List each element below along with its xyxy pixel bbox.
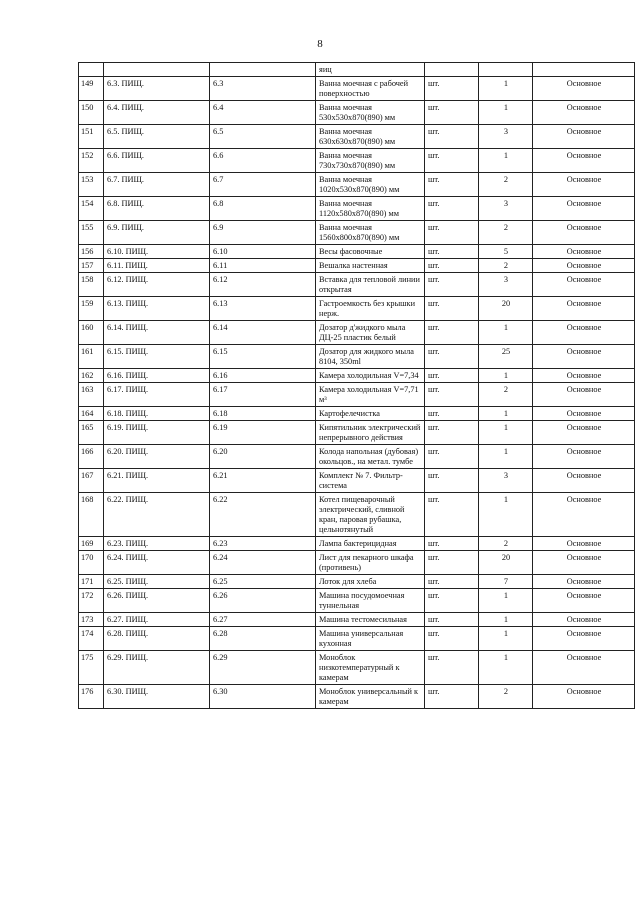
- cell-type: Основное: [533, 469, 635, 493]
- cell-number: 171: [79, 575, 104, 589]
- cell-type: Основное: [533, 259, 635, 273]
- cell-num: 6.17: [210, 383, 316, 407]
- cell-num: 6.8: [210, 197, 316, 221]
- cell-code: 6.10. ПИЩ.: [104, 245, 210, 259]
- cell-name: Дозатор д'жидкого мыла ДЦ-25 пластик белый: [316, 321, 425, 345]
- cell-qty: 1: [479, 101, 533, 125]
- cell-num: 6.22: [210, 493, 316, 537]
- table-row: [79, 537, 635, 551]
- cell-qty: 2: [479, 537, 533, 551]
- cell-code: 6.7. ПИЩ.: [104, 173, 210, 197]
- cell-number: 165: [79, 421, 104, 445]
- cell-unit: шт.: [425, 125, 479, 149]
- cell-num: 6.30: [210, 685, 316, 709]
- cell-number: 163: [79, 383, 104, 407]
- cell-unit: шт.: [425, 627, 479, 651]
- cell-qty: 1: [479, 651, 533, 685]
- cell-code: 6.9. ПИЩ.: [104, 221, 210, 245]
- table-row: [79, 321, 635, 345]
- cell-code: 6.18. ПИЩ.: [104, 407, 210, 421]
- cell-name: Моноблок универсальный к камерам: [316, 685, 425, 709]
- cell-name: Весы фасовочные: [316, 245, 425, 259]
- table-row-continuation: [79, 63, 635, 77]
- cell-number: 164: [79, 407, 104, 421]
- cell-code: 6.29. ПИЩ.: [104, 651, 210, 685]
- cell-name: Лоток для хлеба: [316, 575, 425, 589]
- cell-code: 6.30. ПИЩ.: [104, 685, 210, 709]
- cell-number: 170: [79, 551, 104, 575]
- cell-code: 6.8. ПИЩ.: [104, 197, 210, 221]
- table-row: [79, 493, 635, 537]
- cell-num: 6.10: [210, 245, 316, 259]
- cell-unit: шт.: [425, 407, 479, 421]
- cell-num: 6.9: [210, 221, 316, 245]
- cell-qty: 1: [479, 589, 533, 613]
- table-row: [79, 197, 635, 221]
- cell-number: 167: [79, 469, 104, 493]
- cell-qty: 1: [479, 407, 533, 421]
- cell-name: Комплект № 7. Фильтр-система: [316, 469, 425, 493]
- cell-type: Основное: [533, 101, 635, 125]
- cell-code: 6.16. ПИЩ.: [104, 369, 210, 383]
- cell-num: 6.20: [210, 445, 316, 469]
- cell-type: Основное: [533, 125, 635, 149]
- cell-type: Основное: [533, 321, 635, 345]
- table-row: [79, 259, 635, 273]
- cell-qty: 1: [479, 77, 533, 101]
- cell-number: 155: [79, 221, 104, 245]
- cell-qty: [479, 63, 533, 77]
- cell-qty: 2: [479, 173, 533, 197]
- cell-unit: шт.: [425, 589, 479, 613]
- cell-unit: шт.: [425, 493, 479, 537]
- cell-unit: шт.: [425, 445, 479, 469]
- cell-num: 6.16: [210, 369, 316, 383]
- cell-type: Основное: [533, 407, 635, 421]
- cell-type: Основное: [533, 575, 635, 589]
- cell-qty: 1: [479, 369, 533, 383]
- cell-name: Ванна моечная 730x730x870(890) мм: [316, 149, 425, 173]
- cell-unit: шт.: [425, 101, 479, 125]
- cell-code: 6.6. ПИЩ.: [104, 149, 210, 173]
- cell-name: Лист для пекарного шкафа (противень): [316, 551, 425, 575]
- cell-unit: шт.: [425, 273, 479, 297]
- table-row: [79, 221, 635, 245]
- cell-qty: 2: [479, 221, 533, 245]
- cell-number: 160: [79, 321, 104, 345]
- table-row: [79, 101, 635, 125]
- cell-code: 6.13. ПИЩ.: [104, 297, 210, 321]
- cell-name: Ванна моечная с рабочей поверхностью: [316, 77, 425, 101]
- cell-qty: 3: [479, 125, 533, 149]
- cell-name: Машина посудомоечная туннельная: [316, 589, 425, 613]
- cell-num: 6.12: [210, 273, 316, 297]
- cell-name: Лампа бактерицидная: [316, 537, 425, 551]
- cell-qty: 25: [479, 345, 533, 369]
- cell-number: 161: [79, 345, 104, 369]
- cell-unit: шт.: [425, 685, 479, 709]
- cell-code: 6.28. ПИЩ.: [104, 627, 210, 651]
- cell-name: Котел пищеварочный электрический, сливной кран, паровая рубашка, цельнотянутый: [316, 493, 425, 537]
- cell-num: 6.24: [210, 551, 316, 575]
- cell-number: 166: [79, 445, 104, 469]
- cell-type: Основное: [533, 173, 635, 197]
- cell-num: 6.29: [210, 651, 316, 685]
- cell-unit: шт.: [425, 421, 479, 445]
- cell-num: 6.11: [210, 259, 316, 273]
- cell-num: [210, 63, 316, 77]
- cell-qty: 1: [479, 627, 533, 651]
- cell-num: 6.21: [210, 469, 316, 493]
- cell-name: Колода напольная (дубовая) окольцов., на метал. тумбе: [316, 445, 425, 469]
- cell-code: 6.3. ПИЩ.: [104, 77, 210, 101]
- cell-code: 6.17. ПИЩ.: [104, 383, 210, 407]
- cell-unit: шт.: [425, 259, 479, 273]
- cell-unit: [425, 63, 479, 77]
- cell-type: Основное: [533, 551, 635, 575]
- equipment-table: [78, 62, 635, 709]
- cell-unit: шт.: [425, 383, 479, 407]
- cell-qty: 1: [479, 493, 533, 537]
- cell-type: Основное: [533, 197, 635, 221]
- cell-code: [104, 63, 210, 77]
- cell-qty: 1: [479, 613, 533, 627]
- table-row: [79, 627, 635, 651]
- cell-number: 153: [79, 173, 104, 197]
- cell-type: Основное: [533, 345, 635, 369]
- table-row: [79, 421, 635, 445]
- cell-number: 174: [79, 627, 104, 651]
- cell-type: Основное: [533, 297, 635, 321]
- cell-unit: шт.: [425, 149, 479, 173]
- cell-type: Основное: [533, 273, 635, 297]
- cell-name: Вставка для тепловой линии открытая: [316, 273, 425, 297]
- cell-num: 6.15: [210, 345, 316, 369]
- cell-code: 6.26. ПИЩ.: [104, 589, 210, 613]
- cell-unit: шт.: [425, 173, 479, 197]
- cell-qty: 5: [479, 245, 533, 259]
- cell-name: Ванна моечная 1020x530x870(890) мм: [316, 173, 425, 197]
- table-row: [79, 685, 635, 709]
- cell-type: Основное: [533, 369, 635, 383]
- cell-qty: 2: [479, 685, 533, 709]
- cell-num: 6.27: [210, 613, 316, 627]
- cell-num: 6.19: [210, 421, 316, 445]
- cell-number: 169: [79, 537, 104, 551]
- cell-unit: шт.: [425, 551, 479, 575]
- cell-type: [533, 63, 635, 77]
- cell-qty: 3: [479, 273, 533, 297]
- cell-name: Ванна моечная 1560x800x870(890) мм: [316, 221, 425, 245]
- cell-unit: шт.: [425, 613, 479, 627]
- cell-unit: шт.: [425, 575, 479, 589]
- cell-num: 6.5: [210, 125, 316, 149]
- cell-num: 6.25: [210, 575, 316, 589]
- cell-unit: шт.: [425, 651, 479, 685]
- table-row: [79, 297, 635, 321]
- table-row: [79, 125, 635, 149]
- cell-unit: шт.: [425, 345, 479, 369]
- cell-code: 6.24. ПИЩ.: [104, 551, 210, 575]
- cell-number: 175: [79, 651, 104, 685]
- cell-type: Основное: [533, 651, 635, 685]
- table-row: [79, 613, 635, 627]
- cell-name: Камера холодильная V=7,71 м³: [316, 383, 425, 407]
- cell-unit: шт.: [425, 197, 479, 221]
- cell-qty: 1: [479, 445, 533, 469]
- table-row: [79, 445, 635, 469]
- cell-unit: шт.: [425, 77, 479, 101]
- cell-num: 6.14: [210, 321, 316, 345]
- cell-number: 154: [79, 197, 104, 221]
- table-row: [79, 245, 635, 259]
- cell-number: 172: [79, 589, 104, 613]
- cell-name: Картофелечистка: [316, 407, 425, 421]
- cell-code: 6.4. ПИЩ.: [104, 101, 210, 125]
- cell-num: 6.23: [210, 537, 316, 551]
- cell-name: Ванна моечная 1120x580x870(890) мм: [316, 197, 425, 221]
- page-number: 8: [317, 38, 323, 50]
- cell-unit: шт.: [425, 469, 479, 493]
- cell-unit: шт.: [425, 537, 479, 551]
- cell-number: 158: [79, 273, 104, 297]
- cell-name: Камера холодильная V=7,34: [316, 369, 425, 383]
- table-row: [79, 407, 635, 421]
- cell-unit: шт.: [425, 245, 479, 259]
- cell-name: Машина универсальная кухонная: [316, 627, 425, 651]
- cell-num: 6.13: [210, 297, 316, 321]
- table-row: [79, 383, 635, 407]
- cell-name: Кипятильник электрический непрерывного действия: [316, 421, 425, 445]
- cell-num: 6.6: [210, 149, 316, 173]
- cell-num: 6.18: [210, 407, 316, 421]
- cell-type: Основное: [533, 589, 635, 613]
- cell-code: 6.11. ПИЩ.: [104, 259, 210, 273]
- cell-number: 168: [79, 493, 104, 537]
- cell-number: 173: [79, 613, 104, 627]
- table-row: [79, 77, 635, 101]
- cell-qty: 3: [479, 197, 533, 221]
- cell-unit: шт.: [425, 297, 479, 321]
- cell-n: [79, 63, 104, 77]
- cell-code: 6.27. ПИЩ.: [104, 613, 210, 627]
- cell-qty: 1: [479, 321, 533, 345]
- cell-number: 156: [79, 245, 104, 259]
- cell-num: 6.28: [210, 627, 316, 651]
- cell-num: 6.4: [210, 101, 316, 125]
- cell-qty: 7: [479, 575, 533, 589]
- cell-code: 6.25. ПИЩ.: [104, 575, 210, 589]
- cell-type: Основное: [533, 445, 635, 469]
- cell-code: 6.12. ПИЩ.: [104, 273, 210, 297]
- cell-num: 6.26: [210, 589, 316, 613]
- cell-name: Моноблок низкотемпературный к камерам: [316, 651, 425, 685]
- cell-number: 150: [79, 101, 104, 125]
- cell-number: 151: [79, 125, 104, 149]
- cell-qty: 3: [479, 469, 533, 493]
- table-row: [79, 173, 635, 197]
- cell-number: 157: [79, 259, 104, 273]
- table-row: [79, 149, 635, 173]
- cell-num: 6.7: [210, 173, 316, 197]
- table-row: [79, 273, 635, 297]
- cell-code: 6.20. ПИЩ.: [104, 445, 210, 469]
- table-row: [79, 575, 635, 589]
- cell-type: Основное: [533, 221, 635, 245]
- cell-type: Основное: [533, 421, 635, 445]
- cell-name: яиц: [316, 63, 425, 77]
- cell-qty: 2: [479, 383, 533, 407]
- cell-unit: шт.: [425, 369, 479, 383]
- cell-code: 6.5. ПИЩ.: [104, 125, 210, 149]
- cell-type: Основное: [533, 627, 635, 651]
- cell-name: Ванна моечная 630x630x870(890) мм: [316, 125, 425, 149]
- cell-type: Основное: [533, 613, 635, 627]
- cell-name: Вешалка настенная: [316, 259, 425, 273]
- cell-number: 149: [79, 77, 104, 101]
- cell-code: 6.23. ПИЩ.: [104, 537, 210, 551]
- cell-name: Дозатор для жидкого мыла 8104, 350ml: [316, 345, 425, 369]
- table-row: [79, 589, 635, 613]
- cell-type: Основное: [533, 77, 635, 101]
- cell-code: 6.15. ПИЩ.: [104, 345, 210, 369]
- cell-type: Основное: [533, 537, 635, 551]
- cell-code: 6.14. ПИЩ.: [104, 321, 210, 345]
- cell-qty: 20: [479, 297, 533, 321]
- cell-type: Основное: [533, 149, 635, 173]
- cell-number: 176: [79, 685, 104, 709]
- cell-num: 6.3: [210, 77, 316, 101]
- cell-qty: 1: [479, 149, 533, 173]
- cell-number: 162: [79, 369, 104, 383]
- cell-number: 152: [79, 149, 104, 173]
- cell-code: 6.19. ПИЩ.: [104, 421, 210, 445]
- table-row: [79, 651, 635, 685]
- cell-qty: 20: [479, 551, 533, 575]
- cell-qty: 2: [479, 259, 533, 273]
- cell-type: Основное: [533, 245, 635, 259]
- cell-name: Машина тестомесильная: [316, 613, 425, 627]
- cell-type: Основное: [533, 685, 635, 709]
- table-row: [79, 345, 635, 369]
- cell-unit: шт.: [425, 221, 479, 245]
- cell-name: Гастроемкость без крышки нерж.: [316, 297, 425, 321]
- cell-type: Основное: [533, 493, 635, 537]
- cell-unit: шт.: [425, 321, 479, 345]
- cell-type: Основное: [533, 383, 635, 407]
- cell-code: 6.21. ПИЩ.: [104, 469, 210, 493]
- table-row: [79, 369, 635, 383]
- cell-code: 6.22. ПИЩ.: [104, 493, 210, 537]
- table-row: [79, 551, 635, 575]
- cell-name: Ванна моечная 530x530x870(890) мм: [316, 101, 425, 125]
- cell-number: 159: [79, 297, 104, 321]
- cell-qty: 1: [479, 421, 533, 445]
- table-row: [79, 469, 635, 493]
